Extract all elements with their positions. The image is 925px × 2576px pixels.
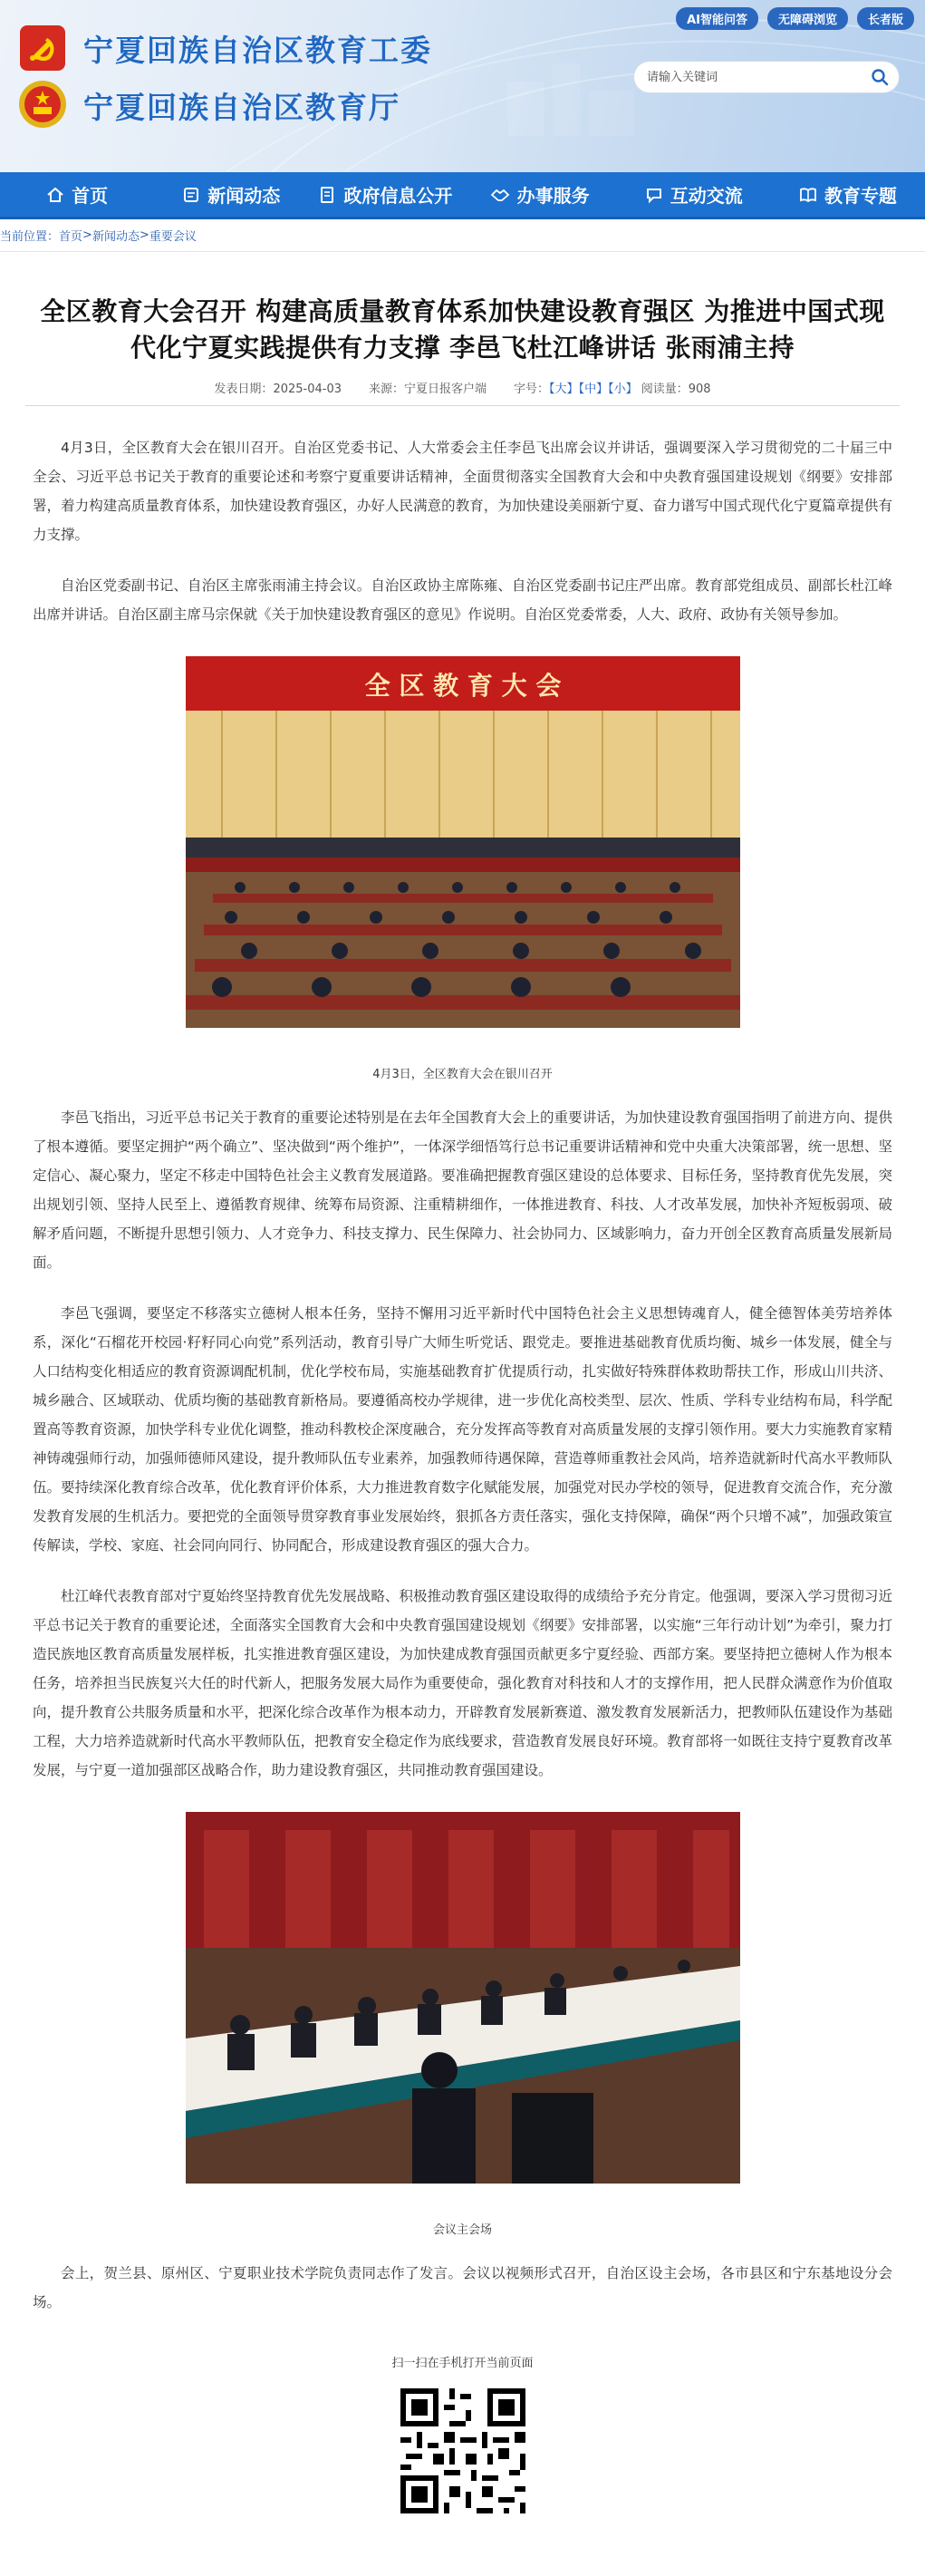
news-icon bbox=[182, 186, 200, 204]
paragraph: 自治区党委副书记、自治区主席张雨浦主持会议。自治区政协主席陈雍、自治区党委副书记庄严出席。教育部党组成员、副部长杜江峰出席并讲话。自治区副主席马宗保就《关于加快建设教育强区的意见》作说明。自治区党委常委，人大、政府、政协有关领导参加。 bbox=[33, 577, 892, 623]
conference-hall-photo bbox=[186, 656, 740, 1028]
search-box bbox=[634, 62, 899, 92]
paragraph: 李邑飞强调，要坚定不移落实立德树人根本任务，坚持不懈用习近平新时代中国特色社会主义思想铸魂育人，健全德智体美劳培养体系，深化“石榴花开校园·籽籽同心向党”系列活动，教育引导广大师生听党话、跟党走。要推进基础教育优质均衡、城乡一体发展，健全与人口结构变化相适应的教育资源调配机制，优化学校布局，实施基础教育扩优提质行动，扎实做好特殊群体救助帮扶工作，形成山川共济、城乡融合、区域联动、优质均衡的基础教育新格局。要遵循高校办学规律，进一步优化高校类型、层次、性质、学科专业结构布局，科学配置高等教育资源，加快学科专业优化调整，推动科教校企深度融合，充分发挥高等教育对高质量发展的支撑引领作用。要大力实施教育家精神铸魂强师行动，加强师德师风建设，提升教师队伍专业素养，加强教师待遇保障，营造尊师重教社会风尚，培养造就新时代高水平教师队伍。要持续深化教育综合改革，优化教育评价体系，大力推进教育数字化赋能发展，加强党对民办学校的领导，促进教育交流合作，充分激发教育发展的生机活力。要把党的全面领导贯穿教育事业发展始终，狠抓各方责任落实，强化支持保障，确保“两个只增不减”，加强政策宣传解读，学校、家庭、社会同向同行、协同配合，形成建设教育强区的强大合力。 bbox=[33, 1305, 892, 1554]
site-title-committee: 宁夏回族自治区教育工委 bbox=[83, 33, 432, 68]
document-icon bbox=[318, 186, 336, 204]
search-input[interactable] bbox=[647, 71, 870, 84]
nav-item-gov-info[interactable] bbox=[308, 172, 462, 217]
figure-caption: 会议主会场 bbox=[432, 2223, 492, 2237]
top-links bbox=[676, 7, 914, 30]
font-size-label: 字号： bbox=[514, 383, 550, 396]
qr-code-icon bbox=[395, 2383, 531, 2519]
nav-item-services[interactable] bbox=[463, 172, 617, 217]
breadcrumb-news[interactable]: 新闻动态 bbox=[92, 230, 140, 244]
handshake-icon bbox=[490, 186, 510, 204]
font-size-switcher bbox=[514, 379, 711, 396]
accessibility-link[interactable]: 无障碍浏览 bbox=[767, 7, 848, 30]
nav-label: 新闻动态 bbox=[207, 185, 281, 207]
figure-caption: 4月3日，全区教育大会在银川召开 bbox=[372, 1068, 553, 1081]
views-label: 阅读量： bbox=[641, 383, 689, 396]
font-size-large[interactable]: 【大】 bbox=[549, 383, 579, 396]
nav-item-home[interactable] bbox=[0, 172, 154, 217]
paragraph: 杜江峰代表教育部对宁夏始终坚持教育优先发展战略、积极推动教育强区建设取得的成绩给予充分肯定。他强调，要深入学习贯彻习近平总书记关于教育的重要论述，全面落实全国教育大会和中央教育强国建设规划《纲要》安排部署，以实施“三年行动计划”为牵引，聚力打造民族地区教育高质量发展样板，扎实推进教育强区建设，为加快建成教育强国贡献更多宁夏经验、西部方案。要坚持把立德树人作为根本任务，培养担当民族复兴大任的时代新人，把服务发展大局作为重要使命，强化教育对科技和人才的支撑作用，把人民群众满意作为价值取向，提升教育公共服务质量和水平，把深化综合改革作为根本动力，开辟教育发展新赛道、激发教育发展新活力，把教师队伍建设作为基础工程，大力培养造就新时代高水平教师队伍，把教育安全稳定作为底线要求，营造教育发展良好环境。教育部将一如既往支持宁夏教育改革发展，与宁夏一道加强部区战略合作，助力建设教育强区，共同推动教育强国建设。 bbox=[33, 1588, 892, 1778]
nav-item-news[interactable] bbox=[154, 172, 308, 217]
site-header bbox=[0, 0, 925, 172]
source-label: 来源： bbox=[369, 383, 405, 396]
figure-main-venue bbox=[186, 1812, 740, 2237]
article bbox=[0, 294, 925, 2537]
national-emblem-icon bbox=[18, 80, 67, 129]
breadcrumb-label: 当前位置： bbox=[0, 230, 60, 244]
main-venue-photo bbox=[186, 1812, 740, 2184]
article-meta bbox=[25, 379, 900, 406]
breadcrumb-separator: > bbox=[82, 228, 92, 242]
home-icon bbox=[46, 186, 64, 204]
font-size-medium[interactable]: 【中】 bbox=[578, 383, 609, 396]
site-title-department: 宁夏回族自治区教育厅 bbox=[83, 90, 400, 125]
paragraph: 4月3日，全区教育大会在银川召开。自治区党委书记、人大常委会主任李邑飞出席会议并讲话，强调要深入学习贯彻党的二十届三中全会、习近平总书记关于教育的重要论述和考察宁夏重要讲话精神，全面贯彻落实全国教育大会和中央教育强国建设规划《纲要》安排部署，着力构建高质量教育体系，加快建设教育强区，办好人民满意的教育，为加快建设美丽新宁夏、奋力谱写中国式现代化宁夏篇章提供有力支撑。 bbox=[33, 440, 892, 543]
breadcrumb bbox=[0, 219, 925, 252]
nav-item-interaction[interactable] bbox=[617, 172, 771, 217]
article-content bbox=[25, 433, 900, 2317]
nav-label: 政府信息公开 bbox=[343, 185, 453, 207]
article-title: 全区教育大会召开 构建高质量教育体系加快建设教育强区 为推进中国式现代化宁夏实践提供有力支撑 李邑飞杜江峰讲话 张雨浦主持 bbox=[40, 296, 885, 363]
main-nav bbox=[0, 172, 925, 219]
breadcrumb-separator: > bbox=[139, 228, 149, 242]
nav-label: 教育专题 bbox=[824, 185, 897, 207]
qr-label: 扫一扫在手机打开当前页面 bbox=[391, 2357, 534, 2370]
nav-label: 首页 bbox=[72, 185, 109, 207]
search-icon[interactable] bbox=[870, 67, 890, 87]
breadcrumb-meetings[interactable]: 重要会议 bbox=[149, 230, 197, 244]
article-source bbox=[369, 379, 487, 396]
qr-code-block bbox=[25, 2353, 900, 2537]
views-count: 908 bbox=[688, 383, 711, 396]
figure-conference bbox=[186, 656, 740, 1081]
source-value: 宁夏日报客户端 bbox=[404, 383, 487, 396]
date-value: 2025-04-03 bbox=[273, 383, 342, 396]
nav-item-topics[interactable] bbox=[771, 172, 925, 217]
book-icon bbox=[799, 186, 817, 204]
chat-icon bbox=[645, 186, 663, 204]
paragraph: 李邑飞指出，习近平总书记关于教育的重要论述特别是在去年全国教育大会上的重要讲话，为加快建设教育强国指明了前进方向、提供了根本遵循。要坚定拥护“两个确立”、坚决做到“两个维护”，一体深学细悟笃行总书记重要讲话精神和党中央重大决策部署，统一思想、坚定信心、凝心聚力，坚定不移走中国特色社会主义教育发展道路。要准确把握教育强区建设的总体要求、目标任务，坚持教育优先发展，突出规划引领、坚持人民至上、遵循教育规律、统筹布局资源、注重精耕细作，一体推进教育、科技、人才改革发展，加快补齐短板弱项、破解矛盾问题，不断提升思想引领力、人才竞争力、科技支撑力、民生保障力、社会协同力、区域影响力，奋力开创全区教育高质量发展新局面。 bbox=[33, 1109, 892, 1271]
paragraph: 会上，贺兰县、原州区、宁夏职业技术学院负责同志作了发言。会议以视频形式召开，自治区设主会场，各市县区和宁东基地设分会场。 bbox=[33, 2265, 892, 2310]
ai-qa-link[interactable]: AI智能问答 bbox=[676, 7, 758, 30]
nav-label: 办事服务 bbox=[516, 185, 590, 207]
nav-label: 互动交流 bbox=[670, 185, 743, 207]
publish-date bbox=[214, 379, 342, 396]
font-size-small[interactable]: 【小】 bbox=[608, 383, 638, 396]
date-label: 发表日期： bbox=[214, 383, 274, 396]
breadcrumb-home[interactable]: 首页 bbox=[59, 230, 83, 244]
party-emblem-icon bbox=[18, 24, 67, 73]
photo-banner-text: 全 区 教 育 大 会 bbox=[364, 671, 561, 701]
elderly-mode-link[interactable]: 长者版 bbox=[857, 7, 914, 30]
